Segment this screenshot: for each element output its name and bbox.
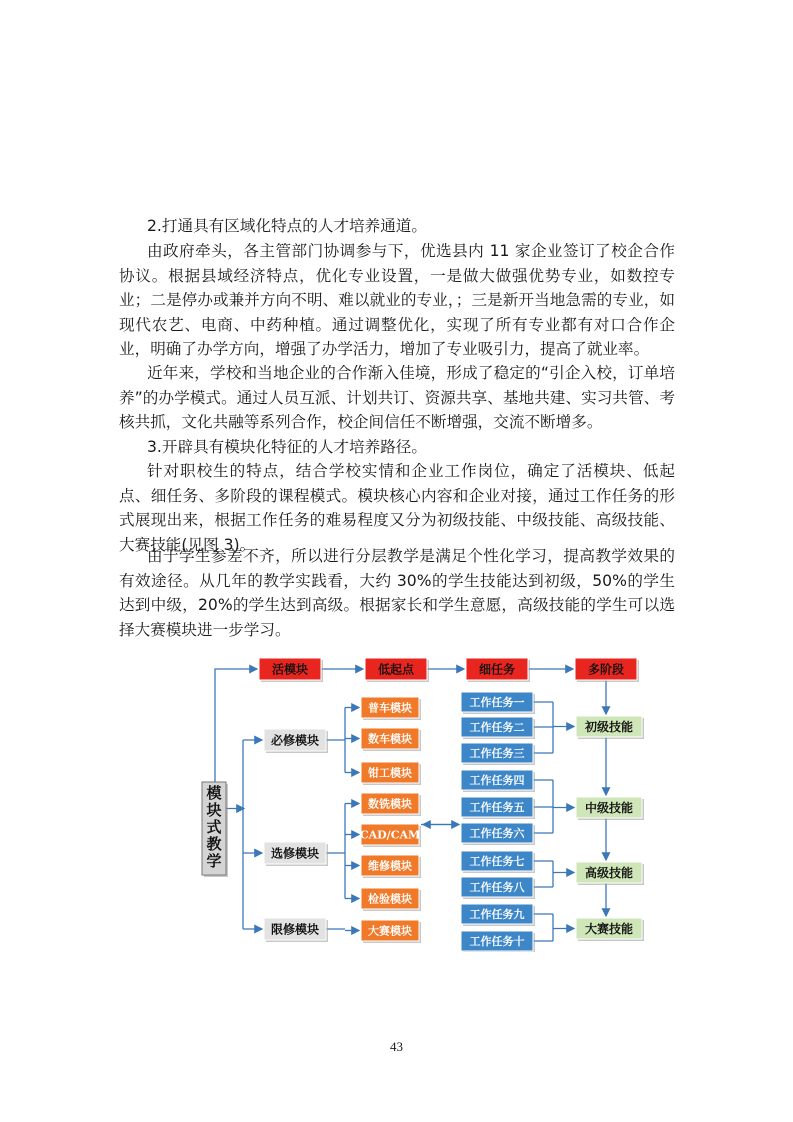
task-4-label: 工作任务四 (469, 774, 525, 787)
section-3-heading: 3.开辟具有模块化特征的人才培养路径。 (147, 438, 427, 456)
category-2 (264, 842, 328, 866)
paragraph-tiered-teaching: 由于学生参差不齐，所以进行分层教学是满足个性化学习，提高教学效果的有效途径。从几年的教学实践看，大约 30%的学生技能达到初级，50%的学生达到中级，20%的学生达到高级。根据家长和学生意愿，高级技能的学生可以选择大赛模块进一步学习。 (119, 547, 675, 639)
task-1 (461, 692, 535, 714)
task-3-label: 工作任务三 (469, 747, 525, 760)
root-char: 学 (206, 852, 222, 870)
top-step-2-label: 低起点 (377, 662, 415, 677)
module-6-label: 维修模块 (368, 859, 412, 873)
top-step-1 (259, 658, 323, 682)
task-6 (461, 823, 535, 845)
module-4-label: 数铣模块 (368, 797, 412, 811)
task-5-label: 工作任务五 (469, 801, 525, 814)
task-2-label: 工作任务二 (469, 721, 525, 734)
task-10-label: 工作任务十 (469, 935, 525, 948)
paragraph-cooperation-model: 近年来，学校和当地企业的合作渐入佳境，形成了稳定的“引企入校，订单培养”的办学模式。通过人员互派、计划共订、资源共享、基地共建、实习共管、考核共抓，文化共融等系列合作，校企间信任不断增强，交流不断增多。 (119, 364, 675, 432)
task-7 (461, 851, 535, 873)
category-3 (264, 918, 328, 942)
skill-3-label: 高级技能 (584, 866, 634, 880)
top-step-4-label: 多阶段 (587, 662, 625, 677)
task-3 (461, 743, 535, 765)
task-10 (461, 931, 535, 952)
section-2-heading: 2.打通具有区域化特点的人才培养通道。 (147, 217, 427, 235)
task-2 (461, 717, 535, 739)
root-char: 块 (206, 801, 222, 819)
paragraph-school-enterprise-agreement: 由政府牵头，各主管部门协调参与下，优选县内 11 家企业签订了校企合作协议。根据县域经济特点，优化专业设置，一是做大做强优势专业，如数控专业；二是停办或兼并方向不明、难以就业的专业，；三是新开当地急需的专业，如现代农艺、电商、中药种植。通过调整优化，实现了所有专业都有对口合作企业，明确了办学方向，增强了办学活力，增加了专业吸引力，提高了就业率。 (119, 242, 675, 359)
top-step-4 (575, 658, 639, 682)
page-number: 43 (390, 1039, 403, 1054)
module-5 (360, 824, 421, 847)
module-8 (361, 920, 421, 943)
skill-4 (576, 918, 644, 941)
skill-3 (576, 862, 644, 885)
skill-1 (576, 716, 644, 739)
module-2 (361, 728, 421, 751)
task-4 (461, 770, 535, 792)
skill-4-label: 大赛技能 (584, 922, 634, 936)
root-box-modular-teaching (202, 782, 228, 877)
category-1-label: 必修模块 (270, 733, 320, 748)
module-4 (361, 793, 421, 816)
connector-line (215, 669, 257, 782)
module-1-label: 普车模块 (368, 701, 412, 715)
root-char: 式 (206, 818, 222, 836)
top-step-2 (365, 658, 429, 682)
module-7-label: 检验模块 (368, 892, 412, 906)
task-8-label: 工作任务八 (469, 881, 525, 894)
module-7 (361, 888, 421, 911)
task-1-label: 工作任务一 (469, 696, 525, 709)
top-step-1-label: 活模块 (271, 662, 309, 677)
skill-2 (576, 797, 644, 820)
module-6 (361, 855, 421, 878)
task-9 (461, 904, 535, 926)
category-2-label: 选修模块 (270, 846, 320, 861)
module-5-label: CAD/CAM (359, 828, 421, 842)
task-9-label: 工作任务九 (469, 908, 525, 921)
root-char: 模 (206, 784, 222, 802)
task-6-label: 工作任务六 (469, 827, 525, 840)
modular-teaching-diagram (195, 652, 661, 952)
module-3-label: 钳工模块 (368, 766, 412, 780)
top-step-3 (466, 658, 530, 682)
task-8 (461, 877, 535, 899)
category-1 (264, 729, 328, 753)
task-7-label: 工作任务七 (469, 855, 525, 868)
module-2-label: 数车模块 (368, 732, 412, 746)
task-5 (461, 797, 535, 819)
diagram-boxes (202, 658, 644, 952)
module-3 (361, 762, 421, 785)
skill-2-label: 中级技能 (584, 801, 634, 815)
paragraph-course-model: 针对职校生的特点，结合学校实情和企业工作岗位，确定了活模块、低起点、细任务、多阶段的课程模式。模块核心内容和企业对接，通过工作任务的形式展现出来，根据工作任务的难易程度又分为初级技能、中级技能、高级技能、大赛技能(见图 3)。 (119, 462, 675, 554)
category-3-label: 限修模块 (270, 922, 320, 937)
skill-1-label: 初级技能 (584, 720, 634, 734)
module-8-label: 大赛模块 (368, 924, 412, 938)
root-char: 教 (206, 835, 222, 853)
module-1 (361, 697, 421, 720)
top-step-3-label: 细任务 (478, 662, 516, 677)
